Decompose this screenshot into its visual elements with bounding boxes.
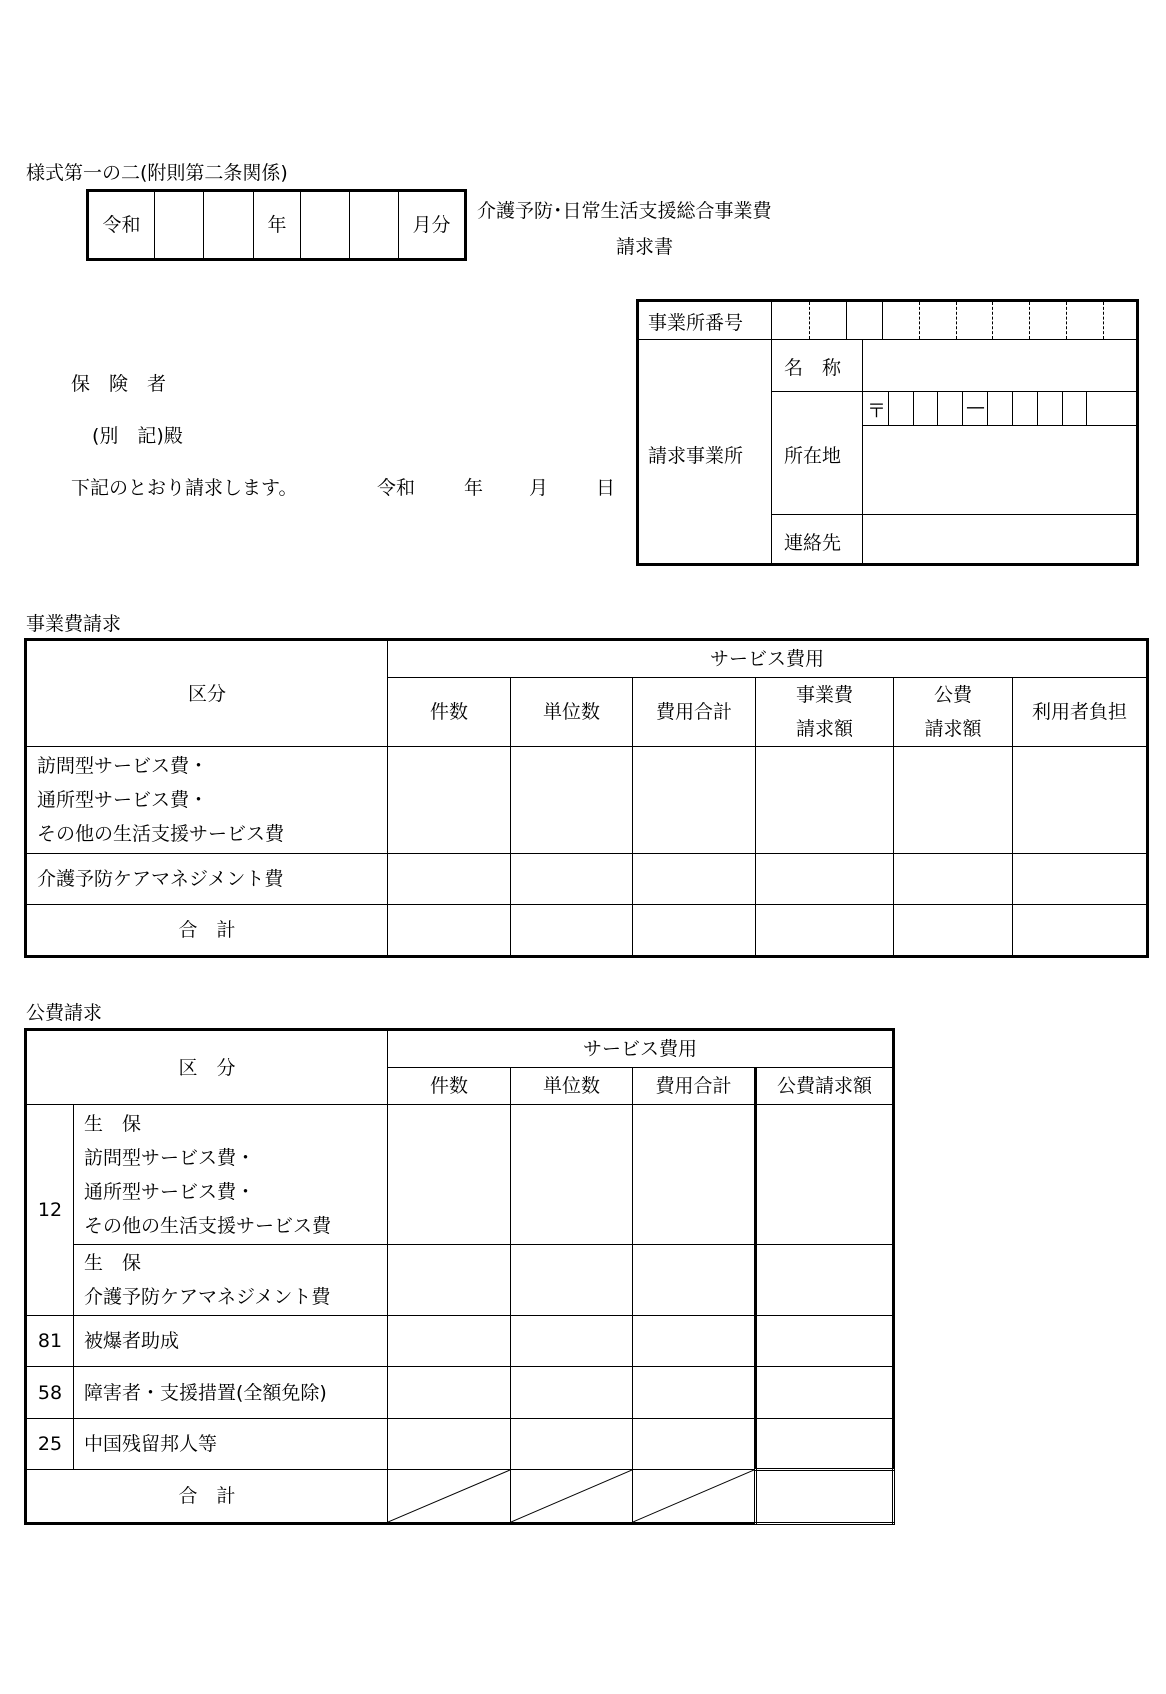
cell[interactable] [756,1316,894,1367]
cell[interactable] [756,1245,894,1316]
cell[interactable] [1013,747,1148,854]
month-digit-2[interactable] [350,191,399,260]
public-claim-table [24,1028,895,1525]
year-label: 年 [254,191,301,260]
row-label: 被爆者助成 [74,1316,388,1367]
request-month-label: 月 [529,477,549,499]
insurer-addressee: (別 記)殿 [92,425,183,447]
cell[interactable] [388,1105,511,1245]
public-section-label: 公費請求 [26,1002,103,1024]
postal-mark-icon: 〒 [867,400,887,422]
cell[interactable] [633,1419,756,1470]
billing-month-box [86,189,467,261]
cell[interactable] [388,747,511,854]
count-header: 件数 [388,1068,511,1105]
insurer-label: 保 険 者 [71,373,167,395]
cell[interactable] [511,1367,633,1419]
table-row [26,1316,894,1367]
crossed-out-cell [511,1470,633,1524]
row-label: 訪問型サービス費・ 通所型サービス費・ その他の生活支援サービス費 [26,747,388,854]
total-label: 合 計 [26,1470,388,1524]
era-label: 令和 [88,191,155,260]
business-claim-table [24,638,1149,958]
name-field[interactable] [863,340,1136,391]
cell[interactable] [511,1105,633,1245]
table-row [26,1367,894,1419]
cell[interactable] [756,1367,894,1419]
cell[interactable] [633,1367,756,1419]
cell[interactable] [894,747,1013,854]
contact-field[interactable] [863,515,1136,563]
cell[interactable] [388,1367,511,1419]
cell[interactable] [511,747,633,854]
cell[interactable] [388,1316,511,1367]
total-cost-header: 費用合計 [633,1068,756,1105]
code: 58 [26,1367,74,1419]
form-number: 様式第一の二(附則第二条関係) [26,162,288,184]
row-label: 障害者・支援措置(全額免除) [74,1367,388,1419]
cell[interactable] [388,905,511,957]
cell[interactable] [511,1316,633,1367]
total-label: 合 計 [26,905,388,957]
cell[interactable] [756,1105,894,1245]
crossed-out-cell [633,1470,756,1524]
cell[interactable] [633,1105,756,1245]
document-title-sub: 請求書 [616,236,674,258]
year-digit-1[interactable] [155,191,204,260]
cell[interactable] [756,905,894,957]
request-year-label: 年 [464,477,484,499]
service-cost-header: サービス費用 [388,1030,894,1068]
category-header: 区 分 [26,1030,388,1105]
cell[interactable] [756,747,894,854]
cell[interactable] [511,1419,633,1470]
request-era: 令和 [377,477,416,499]
month-digit-1[interactable] [301,191,350,260]
cell[interactable] [633,1245,756,1316]
business-claim-header: 事業費 請求額 [756,678,894,747]
cell[interactable] [633,905,756,957]
cell[interactable] [511,905,633,957]
billing-office-label: 請求事業所 [648,445,744,467]
cell[interactable] [1013,854,1148,905]
code: 25 [26,1419,74,1470]
cell[interactable] [388,1419,511,1470]
table-row [26,747,1148,854]
count-header: 件数 [388,678,511,747]
total-row [26,905,1148,957]
total-row [26,1470,894,1524]
public-claim-total-cell[interactable] [756,1470,894,1524]
table-row [26,854,1148,905]
cell[interactable] [756,854,894,905]
table-row [26,1419,894,1470]
public-claim-header: 公費請求額 [756,1068,894,1105]
units-header: 単位数 [511,1068,633,1105]
table-row [26,1105,894,1245]
cell[interactable] [633,1316,756,1367]
request-day-label: 日 [596,477,616,499]
code: 81 [26,1316,74,1367]
month-label: 月分 [399,191,466,260]
row-label: 生 保 訪問型サービス費・ 通所型サービス費・ その他の生活支援サービス費 [74,1105,388,1245]
office-number-field[interactable] [772,302,1136,339]
cell[interactable] [388,854,511,905]
row-label: 生 保 介護予防ケアマネジメント費 [74,1245,388,1316]
cell[interactable] [756,1419,894,1470]
public-claim-header: 公費 請求額 [894,678,1013,747]
name-label: 名 称 [784,357,842,379]
cell[interactable] [388,1245,511,1316]
cell[interactable] [894,905,1013,957]
cell[interactable] [894,854,1013,905]
category-header: 区分 [26,640,388,747]
cell[interactable] [1013,905,1148,957]
contact-label: 連絡先 [784,532,842,554]
cell[interactable] [633,854,756,905]
table-row [26,1245,894,1316]
document-title: 介護予防･日常生活支援総合事業費 [477,200,772,222]
address-label: 所在地 [784,445,842,467]
request-statement: 下記のとおり請求します。 [71,477,298,499]
business-section-label: 事業費請求 [26,613,122,635]
office-number-label: 事業所番号 [648,312,744,334]
row-label: 介護予防ケアマネジメント費 [26,854,388,905]
cell[interactable] [511,854,633,905]
crossed-out-cell [388,1470,511,1524]
units-header: 単位数 [511,678,633,747]
code: 12 [26,1105,74,1316]
service-cost-header: サービス費用 [388,640,1148,678]
address-field[interactable] [863,426,1136,514]
user-burden-header: 利用者負担 [1013,678,1148,747]
cell[interactable] [511,1245,633,1316]
postal-dash: — [966,396,985,418]
total-cost-header: 費用合計 [633,678,756,747]
row-label: 中国残留邦人等 [74,1419,388,1470]
cell[interactable] [633,747,756,854]
year-digit-2[interactable] [204,191,254,260]
